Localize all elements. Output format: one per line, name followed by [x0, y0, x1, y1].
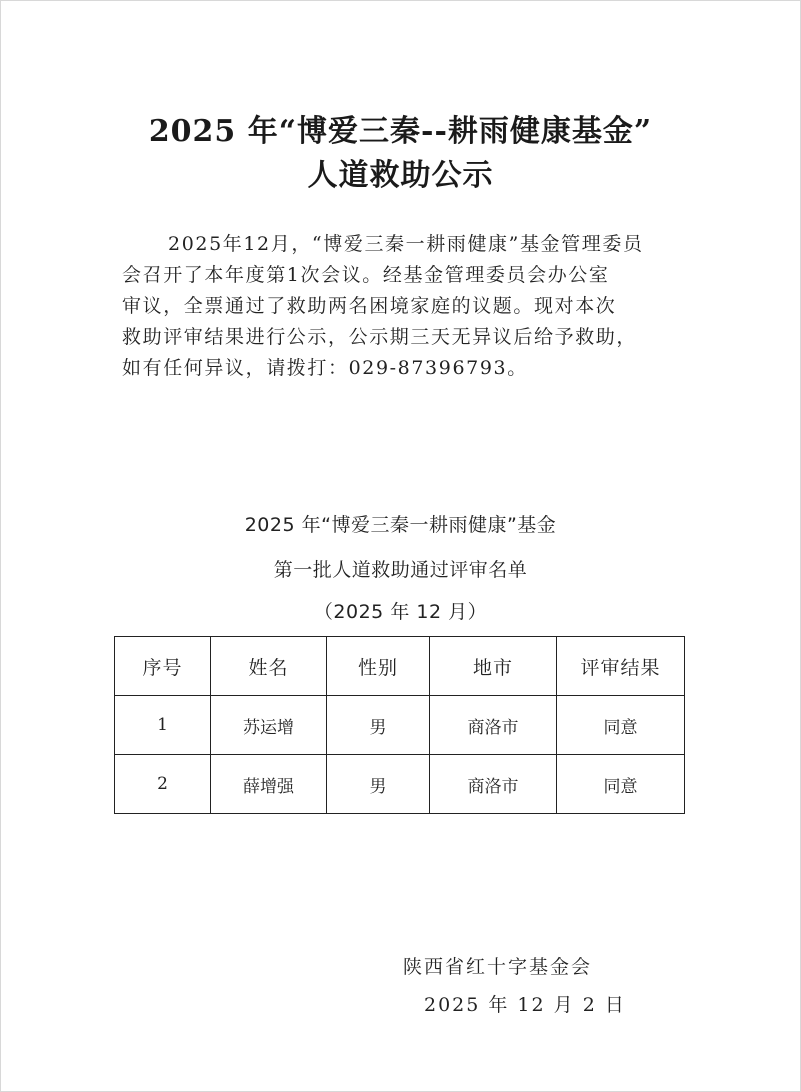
- signature-organization: 陕西省红十字基金会: [403, 956, 593, 978]
- cell-name: 苏运增: [211, 696, 327, 755]
- cell-result: 同意: [557, 755, 685, 814]
- header-result: 评审结果: [557, 637, 685, 696]
- header-gender: 性别: [327, 637, 430, 696]
- cell-city: 商洛市: [430, 696, 557, 755]
- list-title-line3: （2025 年 12 月）: [313, 601, 488, 623]
- table-row: [115, 696, 685, 755]
- header-name: 姓名: [211, 637, 327, 696]
- cell-city: 商洛市: [430, 755, 557, 814]
- signature-date: 2025 年 12 月 2 日: [424, 994, 626, 1016]
- table-header-row: [115, 637, 685, 696]
- cell-gender: 男: [327, 755, 430, 814]
- cell-serial: 1: [115, 696, 211, 755]
- paragraph-line: 救助评审结果进行公示，公示期三天无异议后给予救助，: [122, 326, 638, 348]
- cell-gender: 男: [327, 696, 430, 755]
- header-serial: 序号: [115, 637, 211, 696]
- cell-name: 薛增强: [211, 755, 327, 814]
- document-title-line2: 人道救助公示: [307, 158, 494, 193]
- header-city: 地市: [430, 637, 557, 696]
- cell-result: 同意: [557, 696, 685, 755]
- list-title-line2: 第一批人道救助通过评审名单: [273, 559, 528, 581]
- paragraph-line: 如有任何异议，请拨打：029-87396793。: [122, 357, 528, 379]
- paragraph-line: 会召开了本年度第1次会议。经基金管理委员会办公室: [122, 264, 610, 286]
- recipients-table: [114, 636, 685, 814]
- document-title-line1: 2025 年“博爱三秦--耕雨健康基金”: [148, 114, 653, 149]
- announcement-paragraph: [122, 229, 682, 384]
- cell-serial: 2: [115, 755, 211, 814]
- list-title-line1: 2025 年“博爱三秦一耕雨健康”基金: [244, 514, 557, 536]
- paragraph-line: 2025年12月，“博爱三秦一耕雨健康”基金管理委员: [168, 233, 644, 255]
- paragraph-line: 审议，全票通过了救助两名困境家庭的议题。现对本次: [122, 295, 617, 317]
- table-row: [115, 755, 685, 814]
